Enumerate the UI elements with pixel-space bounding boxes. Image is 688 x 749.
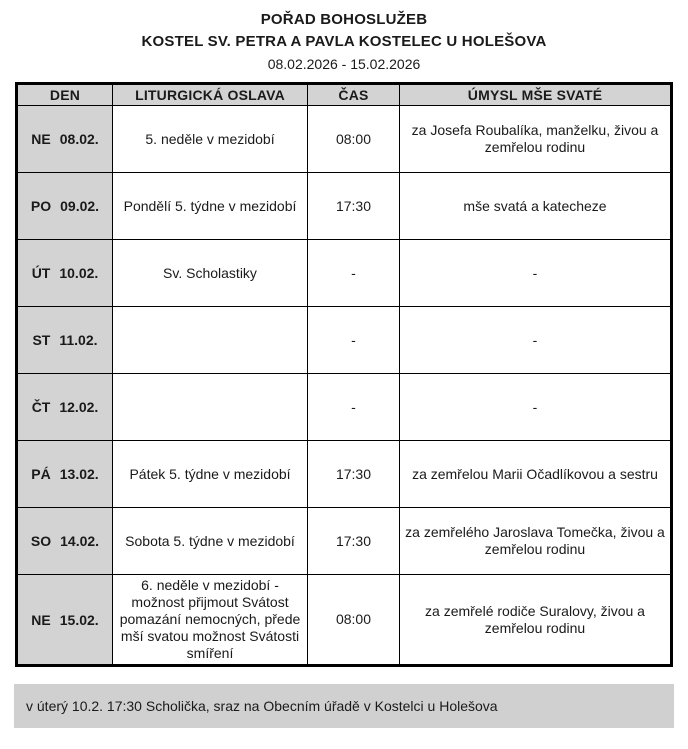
liturgical-celebration-cell: Sobota 5. týdne v mezidobí	[113, 508, 308, 575]
date-range: 08.02.2026 - 15.02.2026	[267, 56, 421, 72]
mass-intention-cell: -	[400, 240, 672, 307]
day-cell	[17, 173, 113, 240]
day-abbreviation: SO	[30, 533, 52, 549]
day-date: 08.02.	[59, 131, 99, 147]
day-date: 12.02.	[59, 399, 99, 415]
time-cell: 17:30	[308, 441, 400, 508]
column-header-den: DEN	[17, 84, 113, 106]
liturgical-celebration-cell: 6. neděle v mezidobí - možnost přijmout Svátost pomazání nemocných, přede mší svatou možnost Svátosti smíření	[113, 575, 308, 666]
day-date: 13.02.	[59, 466, 99, 482]
mass-intention-cell: za zemřelého Jaroslava Tomečka, živou a zemřelou rodinu	[400, 508, 672, 575]
table-row	[17, 508, 672, 575]
column-header-cas: ČAS	[308, 84, 400, 106]
day-abbreviation: ÚT	[31, 265, 51, 281]
day-date: 10.02.	[59, 265, 99, 281]
table-row	[17, 106, 672, 173]
table-header-row	[17, 84, 672, 106]
day-date: 09.02.	[60, 198, 100, 214]
liturgical-celebration-cell: Sv. Scholastiky	[113, 240, 308, 307]
day-cell	[17, 441, 113, 508]
time-cell: 08:00	[308, 106, 400, 173]
liturgical-celebration-cell	[113, 374, 308, 441]
day-cell	[17, 374, 113, 441]
mass-intention-cell: za Josefa Roubalíka, manželku, živou a zemřelou rodinu	[400, 106, 672, 173]
time-cell: 17:30	[308, 508, 400, 575]
mass-intention-cell: mše svatá a katecheze	[400, 173, 672, 240]
day-abbreviation: NE	[31, 611, 51, 628]
day-cell	[17, 106, 113, 173]
liturgical-celebration-cell: Pondělí 5. týdne v mezidobí	[113, 173, 308, 240]
day-date: 15.02.	[59, 611, 99, 628]
table-row	[17, 307, 672, 374]
schedule-table-body	[17, 106, 672, 666]
time-cell: 17:30	[308, 173, 400, 240]
table-row	[17, 374, 672, 441]
day-abbreviation: PÁ	[31, 466, 51, 482]
liturgical-celebration-cell: 5. neděle v mezidobí	[113, 106, 308, 173]
time-cell: 08:00	[308, 575, 400, 666]
table-row	[17, 240, 672, 307]
footer-note: v úterý 10.2. 17:30 Scholička, sraz na Obecním úřadě v Kostelci u Holešova	[14, 684, 674, 728]
document-header	[0, 0, 688, 72]
day-date: 11.02.	[59, 332, 98, 348]
time-cell: -	[308, 240, 400, 307]
column-header-liturgicka-oslava: LITURGICKÁ OSLAVA	[113, 84, 308, 106]
mass-intention-cell: za zemřelou Marii Očadlíkovou a sestru	[400, 441, 672, 508]
schedule-table	[15, 82, 673, 667]
day-abbreviation: PO	[30, 198, 52, 214]
table-row	[17, 441, 672, 508]
mass-intention-cell: -	[400, 374, 672, 441]
page-title: POŘAD BOHOSLUŽEB	[260, 11, 428, 28]
day-abbreviation: ČT	[31, 399, 51, 415]
time-cell: -	[308, 307, 400, 374]
day-cell	[17, 307, 113, 374]
day-cell	[17, 575, 113, 666]
table-row	[17, 173, 672, 240]
table-row	[17, 575, 672, 666]
day-cell	[17, 508, 113, 575]
page-subtitle: KOSTEL SV. PETRA A PAVLA KOSTELEC U HOLEŠOVA	[141, 33, 547, 50]
mass-intention-cell: -	[400, 307, 672, 374]
liturgical-celebration-cell: Pátek 5. týdne v mezidobí	[113, 441, 308, 508]
day-abbreviation: ST	[32, 332, 51, 348]
day-cell	[17, 240, 113, 307]
time-cell: -	[308, 374, 400, 441]
liturgical-celebration-cell	[113, 307, 308, 374]
column-header-umysl-mse-svate: ÚMYSL MŠE SVATÉ	[400, 84, 672, 106]
day-abbreviation: NE	[31, 131, 51, 147]
mass-intention-cell: za zemřelé rodiče Suralovy, živou a zemřelou rodinu	[400, 575, 672, 666]
day-date: 14.02.	[60, 533, 100, 549]
